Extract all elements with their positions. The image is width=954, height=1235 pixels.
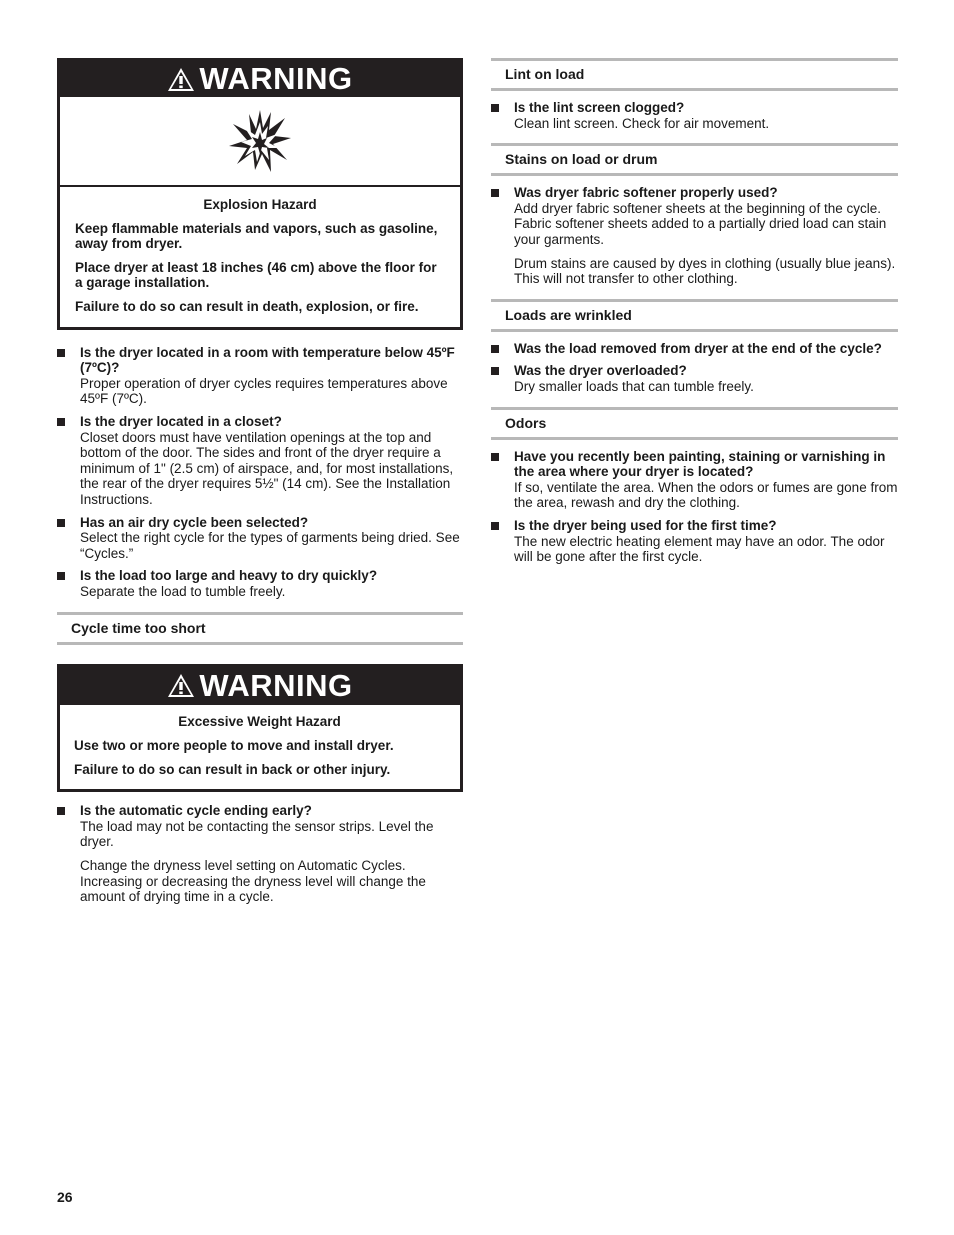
right-column xyxy=(491,58,898,572)
list-item xyxy=(491,185,898,287)
left-column xyxy=(57,58,463,912)
answer: Proper operation of dryer cycles requires temperatures above 45ºF (7ºC). xyxy=(80,375,448,407)
answer: Separate the load to tumble freely. xyxy=(80,583,286,599)
warning-text: Place dryer at least 18 inches (46 cm) above the floor for a garage installation. xyxy=(75,259,437,291)
question: Was the load removed from dryer at the end of the cycle? xyxy=(514,340,882,356)
answer: Clean lint screen. Check for air movement. xyxy=(514,115,770,131)
question: Was the dryer overloaded? xyxy=(514,363,687,379)
section-heading-cycle-time: Cycle time too short xyxy=(57,612,463,645)
question: Is the lint screen clogged? xyxy=(514,100,685,115)
question: Is the load too large and heavy to dry quickly? xyxy=(80,568,378,584)
warning-text: Failure to do so can result in back or other injury. xyxy=(74,761,391,777)
warning-body xyxy=(60,703,460,789)
bullet-square-icon xyxy=(57,349,65,357)
answer: The new electric heating element may have an odor. The odor will be gone after the first cycle. xyxy=(514,533,885,565)
bullet-square-icon xyxy=(491,453,499,461)
question: Is the dryer being used for the first time? xyxy=(514,517,777,533)
warning-header-label: WARNING xyxy=(199,667,353,703)
warning-body xyxy=(60,187,460,327)
page-number: 26 xyxy=(57,1189,73,1205)
warning-text: Keep flammable materials and vapors, such as gasoline, away from dryer. xyxy=(75,220,438,252)
answer: If so, ventilate the area. When the odors or fumes are gone from the area, rewash and dry the clothing. xyxy=(514,479,898,511)
answer-note: Change the dryness level setting on Automatic Cycles. Increasing or decreasing the dryness level will change the amount of drying time in a cycle. xyxy=(80,858,426,905)
answer-note: Drum stains are caused by dyes in clothing (usually blue jeans). This will not transfer to other clothing. xyxy=(514,255,896,287)
list-item xyxy=(491,449,898,511)
explosion-icon xyxy=(227,108,293,174)
bullet-square-icon xyxy=(491,345,499,353)
list-item xyxy=(57,568,463,599)
warning-header xyxy=(60,667,460,703)
list-item xyxy=(57,515,463,562)
answer: Dry smaller loads that can tumble freely. xyxy=(514,378,754,394)
question: Is the automatic cycle ending early? xyxy=(80,803,312,819)
list-item xyxy=(491,341,898,357)
section-heading-odors: Odors xyxy=(491,407,898,440)
explosion-image xyxy=(60,97,460,187)
section-heading-lint: Lint on load xyxy=(491,58,898,91)
section-heading-stains: Stains on load or drum xyxy=(491,143,898,176)
bullet-square-icon xyxy=(57,519,65,527)
bullet-square-icon xyxy=(57,572,65,580)
list-item xyxy=(491,363,898,394)
question: Have you recently been painting, staining or varnishing in the area where your dryer is located? xyxy=(514,448,886,480)
bullet-square-icon xyxy=(491,104,499,112)
answer: Add dryer fabric softener sheets at the beginning of the cycle. Fabric softener sheets added to a partially dried load can stain your garments. xyxy=(514,200,887,247)
answer: The load may not be contacting the sensor strips. Level the dryer. xyxy=(80,818,434,850)
question: Has an air dry cycle been selected? xyxy=(80,514,309,530)
list-item xyxy=(491,518,898,565)
bullet-square-icon xyxy=(57,807,65,815)
bullet-square-icon xyxy=(491,189,499,197)
warning-triangle-icon xyxy=(167,67,195,92)
section-heading-wrinkled: Loads are wrinkled xyxy=(491,299,898,332)
bullet-square-icon xyxy=(57,418,65,426)
question: Is the dryer located in a room with temperature below 45ºF (7ºC)? xyxy=(80,344,455,376)
warning-text: Failure to do so can result in death, explosion, or fire. xyxy=(75,298,419,314)
warning-text: Use two or more people to move and install dryer. xyxy=(74,738,394,754)
bullet-square-icon xyxy=(491,522,499,530)
list-item xyxy=(57,803,463,905)
question: Is the dryer located in a closet? xyxy=(80,413,282,429)
warning-triangle-icon xyxy=(167,673,195,698)
list-item xyxy=(57,414,463,508)
list-item xyxy=(57,345,463,407)
warning-header xyxy=(60,61,460,97)
list-item xyxy=(491,100,898,131)
answer: Select the right cycle for the types of garments being dried. See “Cycles.” xyxy=(80,530,460,561)
warning-title: Explosion Hazard xyxy=(203,197,317,212)
warning-box-weight xyxy=(57,664,463,792)
question: Was dryer fabric softener properly used? xyxy=(514,185,778,201)
warning-header-label: WARNING xyxy=(199,61,353,97)
bullet-square-icon xyxy=(491,367,499,375)
warning-box-explosion xyxy=(57,58,463,330)
answer: Closet doors must have ventilation openings at the top and bottom of the door. The sides and front of the dryer require a minimum of 1" (2.5 cm) of airspace, and, for most installations, the rear of the dryer requires 5½" (14 cm). See the Installation Instructions. xyxy=(80,429,454,507)
warning-title: Excessive Weight Hazard xyxy=(178,714,341,730)
